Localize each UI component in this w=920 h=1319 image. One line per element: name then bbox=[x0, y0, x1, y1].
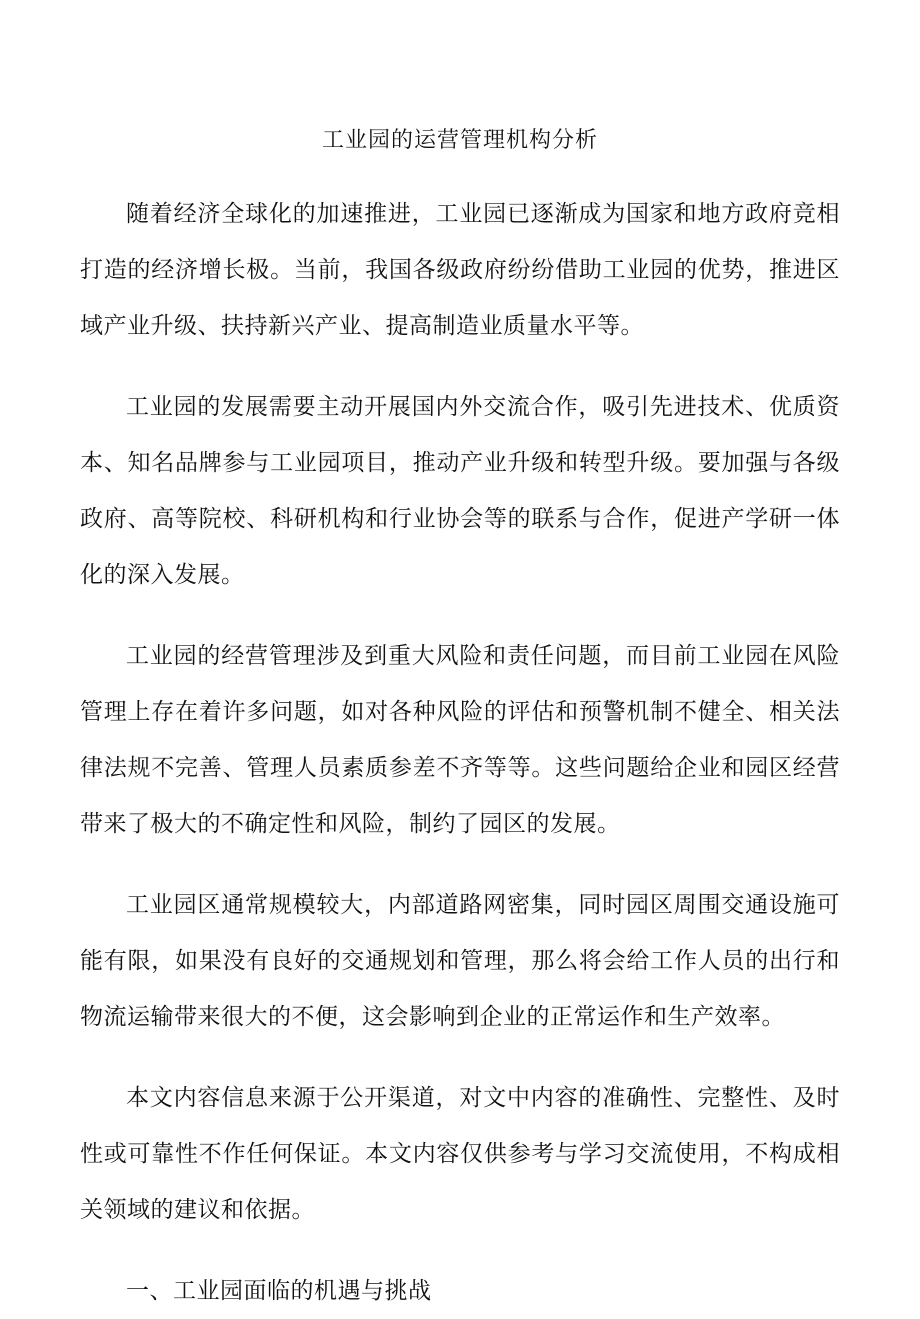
paragraph-risk-management: 工业园的经营管理涉及到重大风险和责任问题，而目前工业园在风险管理上存在着许多问题，如对各种风险的评估和预警机制不健全、相关法律法规不完善、管理人员素质参差不齐等等。这些问题给企业和园区经营带来了极大的不确定性和风险，制约了园区的发展。 bbox=[80, 643, 840, 837]
page-title: 工业园的运营管理机构分析 bbox=[321, 128, 598, 153]
section-heading: 一、工业园面临的机遇与挑战 bbox=[126, 1278, 432, 1304]
paragraph-traffic: 工业园区通常规模较大，内部道路网密集，同时园区周围交通设施可能有限，如果没有良好的交通规划和管理，那么将会给工作人员的出行和物流运输带来很大的不便，这会影响到企业的正常运作和生产效率。 bbox=[80, 892, 840, 1030]
paragraph-cooperation: 工业园的发展需要主动开展国内外交流合作，吸引先进技术、优质资本、知名品牌参与工业园项目，推动产业升级和转型升级。要加强与各级政府、高等院校、科研机构和行业协会等的联系与合作，促进产学研一体化的深入发展。 bbox=[80, 394, 840, 588]
paragraph-disclaimer: 本文内容信息来源于公开渠道，对文中内容的准确性、完整性、及时性或可靠性不作任何保证。本文内容仅供参考与学习交流使用，不构成相关领域的建议和依据。 bbox=[80, 1085, 840, 1223]
paragraph-intro: 随着经济全球化的加速推进，工业园已逐渐成为国家和地方政府竞相打造的经济增长极。当前，我国各级政府纷纷借助工业园的优势，推进区域产业升级、扶持新兴产业、提高制造业质量水平等。 bbox=[80, 201, 840, 339]
